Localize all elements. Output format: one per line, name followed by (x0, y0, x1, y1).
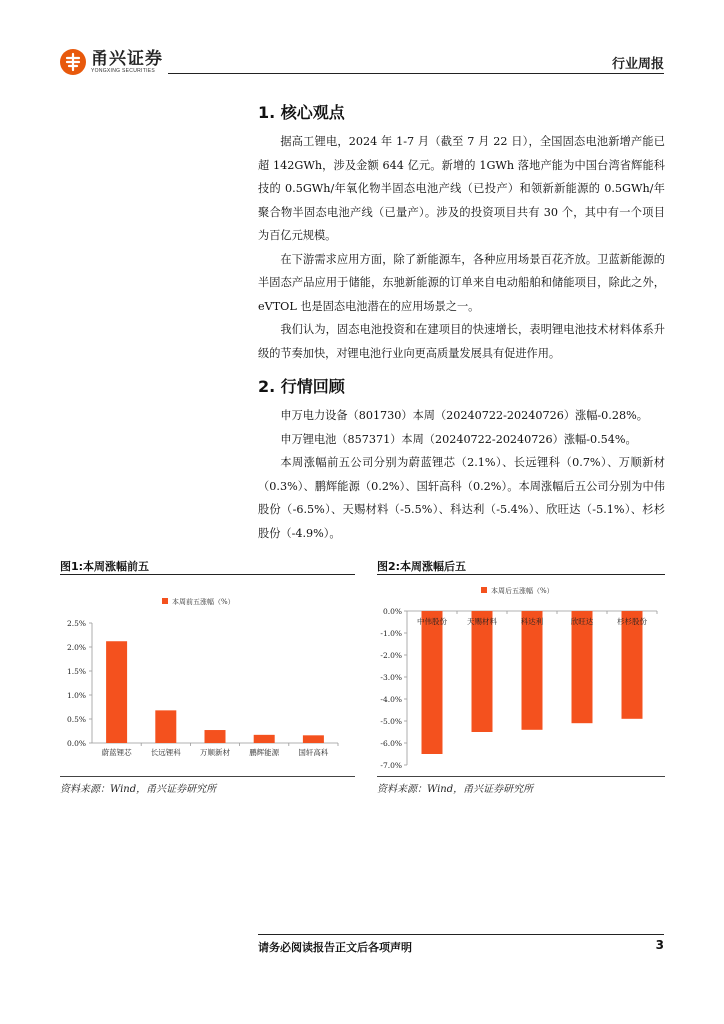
x-tick-label: 长远锂科 (150, 748, 181, 757)
y-tick-label: -6.0% (380, 739, 402, 748)
footer-disclaimer: 请务必阅读报告正文后各项声明 (258, 941, 412, 954)
y-tick-label: 2.0% (66, 643, 86, 652)
figure-2-source: 资料来源：Wind，甬兴证券研究所 (377, 784, 534, 795)
legend-label: 本周后五涨幅（%） (491, 587, 554, 595)
section-2-paragraph: 申万锂电池（857371）本周（20240722-20240726）涨幅-0.54%。 (280, 432, 637, 446)
chart-top-five (60, 578, 355, 774)
bar (572, 611, 593, 723)
section-1-paragraph: 在下游需求应用方面，除了新能源车，各种应用场景百花齐放。卫蓝新能源的半固态产品应用于储能，东驰新能源的订单来自电动船舶和储能项目，除此之外，eVTOL 也是固态电池潜在的应用场景之一。 (258, 252, 665, 313)
bar (254, 735, 275, 743)
legend-label: 本周前五涨幅（%） (172, 598, 235, 606)
company-logo (60, 49, 163, 75)
figure-1-source: 资料来源：Wind，甬兴证券研究所 (60, 784, 217, 795)
x-tick-label: 国轩高科 (298, 748, 329, 757)
page-number: 3 (655, 938, 664, 952)
figure-1-top-rule (60, 574, 355, 575)
page-header (60, 40, 664, 80)
y-tick-label: 1.5% (66, 667, 86, 676)
x-tick-label: 蔚蓝锂芯 (101, 748, 132, 757)
figure-1-bottom-rule (60, 776, 355, 777)
legend-swatch (162, 598, 168, 604)
y-tick-label: 2.5% (66, 619, 86, 628)
x-tick-label: 科达利 (520, 617, 544, 626)
y-tick-label: -5.0% (380, 717, 402, 726)
x-tick-label: 欣旺达 (570, 617, 594, 626)
y-tick-label: -1.0% (380, 629, 402, 638)
bar (622, 611, 643, 719)
report-type: 行业周报 (611, 57, 664, 72)
bar (422, 611, 443, 754)
figure-2-bottom-rule (377, 776, 665, 777)
y-tick-label: -7.0% (380, 761, 402, 770)
section-2-paragraph: 申万电力设备（801730）本周（20240722-20240726）涨幅-0.28%。 (280, 409, 648, 422)
y-tick-label: 0.0% (66, 739, 86, 748)
y-tick-label: -3.0% (380, 673, 402, 682)
bar (303, 735, 324, 743)
y-tick-label: 0.0% (382, 607, 402, 616)
logo-icon (60, 49, 86, 75)
y-tick-label: 0.5% (66, 715, 86, 724)
logo-name-cn: 甬兴证券 (91, 48, 163, 69)
chart-bottom-five (377, 578, 665, 774)
section-1-title: 1. 核心观点 (258, 103, 345, 122)
logo-name-en: YONGXING SECURITIES (91, 67, 156, 74)
bar (155, 710, 176, 743)
bar (472, 611, 493, 732)
legend-swatch (481, 587, 487, 593)
y-tick-label: -2.0% (380, 651, 402, 660)
x-tick-label: 鹏辉能源 (249, 748, 280, 757)
bar (522, 611, 543, 730)
figure-1-title: 图1:本周涨幅前五 (60, 560, 150, 573)
bar (106, 641, 127, 743)
y-tick-label: -4.0% (380, 695, 402, 704)
section-1-paragraph: 据高工锂电，2024 年 1-7 月（截至 7 月 22 日），全国固态电池新增产能已超 142GWh，涉及金额 644 亿元。新增的 1GWh 落地产能为中国台湾省辉能科技的 0.5GWh/年氧化物半固态电池产线（已投产）和领新新能源的 0.5GWh/年聚合物半固态电池产线（已量产）。涉及的投资项目共有 30 个，其中有一个项目为百亿元规模。 (258, 135, 665, 242)
x-tick-label: 天赐材料 (467, 617, 497, 626)
section-2-title: 2. 行情回顾 (258, 377, 345, 396)
header-divider (168, 73, 664, 74)
x-tick-label: 中伟股份 (417, 617, 447, 626)
footer-divider (258, 934, 664, 935)
bar (205, 730, 226, 743)
section-1-paragraph: 我们认为，固态电池投资和在建项目的快速增长，表明锂电池技术材料体系升级的节奏加快，对锂电池行业向更高质量发展具有促进作用。 (258, 323, 665, 360)
x-tick-label: 万顺新材 (200, 748, 230, 757)
section-1-body (258, 130, 665, 365)
section-2-paragraph: 本周涨幅前五公司分别为蔚蓝锂芯（2.1%）、长远锂科（0.7%）、万顺新材（0.3%）、鹏辉能源（0.2%）、国轩高科（0.2%）。本周涨幅后五公司分别为中伟股份（-6.5%）、天赐材料（-5.5%）、科达利（-5.4%）、欣旺达（-5.1%）、杉杉股份（-4.9%）。 (258, 456, 665, 540)
section-2-body (258, 404, 665, 545)
figure-2-title: 图2:本周涨幅后五 (377, 560, 467, 573)
x-tick-label: 杉杉股份 (617, 617, 647, 626)
figure-2-top-rule (377, 574, 665, 575)
y-tick-label: 1.0% (66, 691, 86, 700)
